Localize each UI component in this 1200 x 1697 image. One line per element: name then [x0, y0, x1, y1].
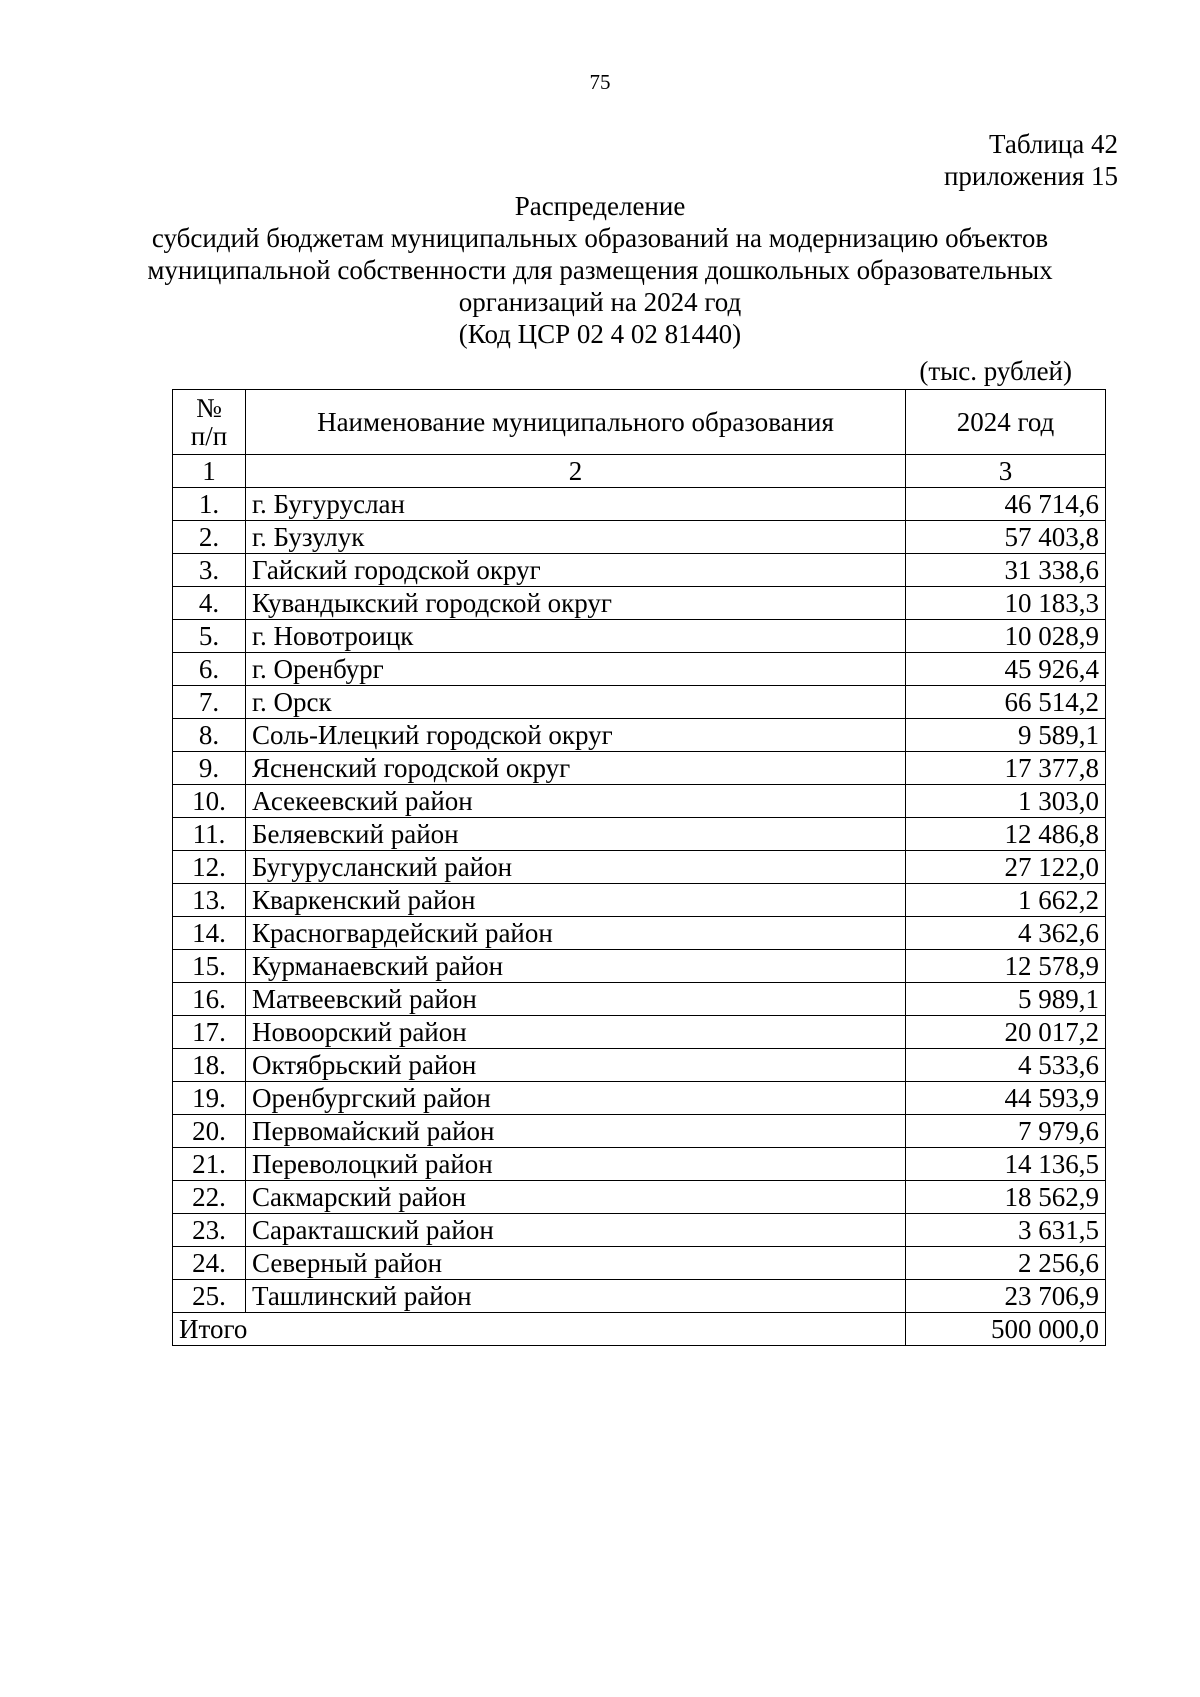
row-value: 9 589,1 — [906, 719, 1106, 752]
table-row — [173, 1247, 1106, 1280]
row-value: 66 514,2 — [906, 686, 1106, 719]
table-row — [173, 1181, 1106, 1214]
row-value: 27 122,0 — [906, 851, 1106, 884]
table-row — [173, 983, 1106, 1016]
row-number: 23. — [173, 1214, 246, 1247]
title-line1: Распределение — [514, 191, 686, 221]
header-number — [173, 390, 246, 455]
row-name: Кваркенский район — [246, 884, 906, 917]
row-number: 14. — [173, 917, 246, 950]
row-number: 17. — [173, 1016, 246, 1049]
table-row — [173, 521, 1106, 554]
row-name: Матвеевский район — [246, 983, 906, 1016]
row-number: 19. — [173, 1082, 246, 1115]
row-number: 8. — [173, 719, 246, 752]
row-number: 7. — [173, 686, 246, 719]
table-row — [173, 851, 1106, 884]
row-number: 10. — [173, 785, 246, 818]
table-row — [173, 587, 1106, 620]
col-number-2: 2 — [246, 455, 906, 488]
table-reference — [944, 128, 1118, 192]
row-name: Красногвардейский район — [246, 917, 906, 950]
row-name: Сакмарский район — [246, 1181, 906, 1214]
table-row — [173, 818, 1106, 851]
units-label: (тыс. рублей) — [919, 356, 1072, 386]
total-label: Итого — [173, 1313, 906, 1346]
column-numbers-row — [173, 455, 1106, 488]
title-line4: организаций на 2024 год — [458, 287, 742, 317]
row-name: Соль-Илецкий городской округ — [246, 719, 906, 752]
row-name: Переволоцкий район — [246, 1148, 906, 1181]
table-row — [173, 719, 1106, 752]
table-row — [173, 1280, 1106, 1313]
row-value: 23 706,9 — [906, 1280, 1106, 1313]
row-value: 17 377,8 — [906, 752, 1106, 785]
header-name: Наименование муниципального образования — [246, 390, 906, 455]
row-name: Беляевский район — [246, 818, 906, 851]
row-number: 6. — [173, 653, 246, 686]
row-name: Курманаевский район — [246, 950, 906, 983]
distribution-table — [172, 389, 1106, 1346]
title-line2: субсидий бюджетам муниципальных образований на модернизацию объектов — [151, 223, 1049, 253]
table-row — [173, 686, 1106, 719]
title-line3: муниципальной собственности для размещения дошкольных образовательных — [147, 255, 1053, 285]
row-value: 57 403,8 — [906, 521, 1106, 554]
row-number: 15. — [173, 950, 246, 983]
table-row — [173, 1148, 1106, 1181]
row-value: 5 989,1 — [906, 983, 1106, 1016]
row-number: 5. — [173, 620, 246, 653]
table-row — [173, 488, 1106, 521]
table-row — [173, 884, 1106, 917]
row-name: Асекеевский район — [246, 785, 906, 818]
row-value: 1 303,0 — [906, 785, 1106, 818]
table-ref-line1: Таблица 42 — [989, 129, 1118, 159]
row-value: 20 017,2 — [906, 1016, 1106, 1049]
row-value: 4 533,6 — [906, 1049, 1106, 1082]
table-row — [173, 554, 1106, 587]
row-value: 44 593,9 — [906, 1082, 1106, 1115]
row-name: Бугурусланский район — [246, 851, 906, 884]
row-value: 45 926,4 — [906, 653, 1106, 686]
row-name: г. Орск — [246, 686, 906, 719]
row-value: 7 979,6 — [906, 1115, 1106, 1148]
table-row — [173, 752, 1106, 785]
row-value: 12 486,8 — [906, 818, 1106, 851]
page-number: 75 — [589, 70, 611, 94]
table-row — [173, 917, 1106, 950]
table-row — [173, 1115, 1106, 1148]
table-row — [173, 1082, 1106, 1115]
table-ref-line2: приложения 15 — [943, 161, 1118, 191]
row-number: 16. — [173, 983, 246, 1016]
row-number: 21. — [173, 1148, 246, 1181]
row-number: 4. — [173, 587, 246, 620]
title-line5: (Код ЦСР 02 4 02 81440) — [458, 319, 742, 349]
document-title — [100, 190, 1100, 350]
row-number: 22. — [173, 1181, 246, 1214]
header-number-line1: № — [196, 393, 222, 423]
row-name: Ташлинский район — [246, 1280, 906, 1313]
table-row — [173, 1214, 1106, 1247]
row-number: 9. — [173, 752, 246, 785]
row-number: 24. — [173, 1247, 246, 1280]
row-name: г. Бузулук — [246, 521, 906, 554]
row-name: Кувандыкский городской округ — [246, 587, 906, 620]
row-value: 31 338,6 — [906, 554, 1106, 587]
row-value: 46 714,6 — [906, 488, 1106, 521]
row-value: 18 562,9 — [906, 1181, 1106, 1214]
row-name: Гайский городской округ — [246, 554, 906, 587]
row-number: 11. — [173, 818, 246, 851]
table-row — [173, 785, 1106, 818]
row-value: 3 631,5 — [906, 1214, 1106, 1247]
total-row — [173, 1313, 1106, 1346]
row-number: 20. — [173, 1115, 246, 1148]
table-row — [173, 620, 1106, 653]
row-number: 18. — [173, 1049, 246, 1082]
header-year: 2024 год — [906, 390, 1106, 455]
row-name: Ясненский городской округ — [246, 752, 906, 785]
row-value: 4 362,6 — [906, 917, 1106, 950]
row-number: 12. — [173, 851, 246, 884]
row-name: Саракташский район — [246, 1214, 906, 1247]
row-number: 13. — [173, 884, 246, 917]
row-name: Оренбургский район — [246, 1082, 906, 1115]
row-name: Первомайский район — [246, 1115, 906, 1148]
total-value: 500 000,0 — [906, 1313, 1106, 1346]
row-number: 25. — [173, 1280, 246, 1313]
row-number: 1. — [173, 488, 246, 521]
table-row — [173, 653, 1106, 686]
table-row — [173, 1016, 1106, 1049]
col-number-1: 1 — [173, 455, 246, 488]
table-row — [173, 1049, 1106, 1082]
row-name: Октябрьский район — [246, 1049, 906, 1082]
row-name: г. Новотроицк — [246, 620, 906, 653]
row-number: 2. — [173, 521, 246, 554]
row-value: 10 183,3 — [906, 587, 1106, 620]
table-row — [173, 950, 1106, 983]
table-body — [173, 488, 1106, 1313]
row-value: 12 578,9 — [906, 950, 1106, 983]
col-number-3: 3 — [906, 455, 1106, 488]
row-name: г. Оренбург — [246, 653, 906, 686]
row-value: 10 028,9 — [906, 620, 1106, 653]
row-value: 2 256,6 — [906, 1247, 1106, 1280]
header-number-line2: п/п — [190, 421, 228, 451]
row-name: г. Бугуруслан — [246, 488, 906, 521]
row-name: Новоорский район — [246, 1016, 906, 1049]
row-number: 3. — [173, 554, 246, 587]
row-value: 14 136,5 — [906, 1148, 1106, 1181]
header-row — [173, 390, 1106, 455]
row-value: 1 662,2 — [906, 884, 1106, 917]
row-name: Северный район — [246, 1247, 906, 1280]
